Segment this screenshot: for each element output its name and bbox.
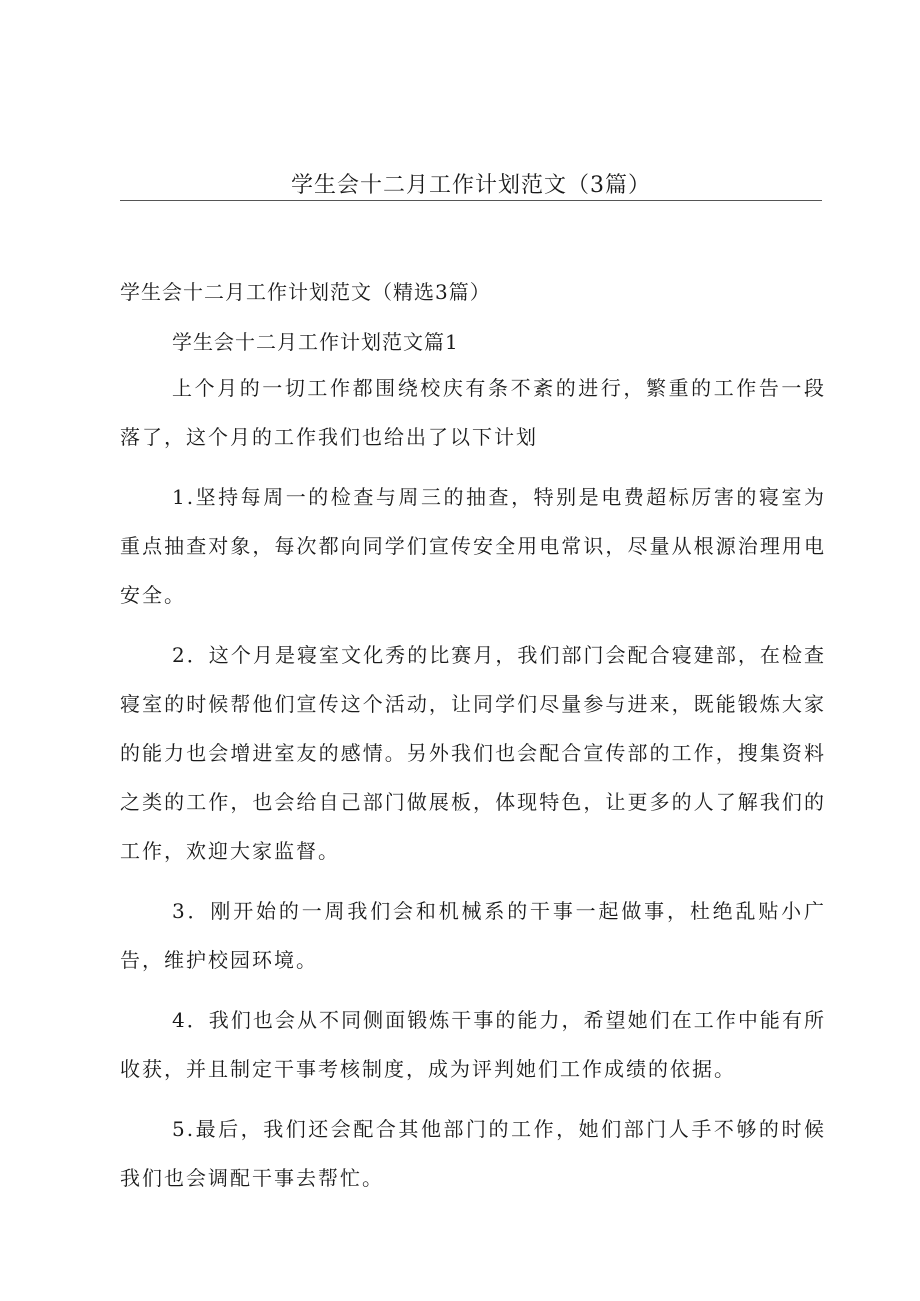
paragraph-item-2: 2．这个月是寝室文化秀的比赛月，我们部门会配合寝建部，在检查寝室的时候帮他们宣传这个活动，让同学们尽量参与进来，既能锻炼大家的能力也会增进室友的感情。另外我们也会配合宣传部的工作，搜集资料之类的工作，也会给自己部门做展板，体现特色，让更多的人了解我们的工作，欢迎大家监督。 bbox=[120, 643, 826, 863]
title-underline bbox=[120, 200, 822, 201]
section-heading: 学生会十二月工作计划范文篇1 bbox=[172, 330, 459, 354]
document-title: 学生会十二月工作计划范文（3篇） bbox=[291, 173, 651, 198]
paragraph-item-3: 3．刚开始的一周我们会和机械系的干事一起做事，杜绝乱贴小广告，维护校园环境。 bbox=[120, 899, 826, 972]
document-subtitle: 学生会十二月工作计划范文（精选3篇） bbox=[120, 280, 491, 304]
paragraph-intro: 上个月的一切工作都围绕校庆有条不紊的进行，繁重的工作告一段落了，这个月的工作我们也给出了以下计划 bbox=[120, 376, 826, 449]
document-body bbox=[120, 364, 826, 1214]
paragraph-item-5: 5.最后，我们还会配合其他部门的工作，她们部门人手不够的时候我们也会调配干事去帮忙。 bbox=[120, 1117, 826, 1190]
paragraph-item-1: 1.坚持每周一的检查与周三的抽查，特别是电费超标厉害的寝室为重点抽查对象，每次都向同学们宣传安全用电常识，尽量从根源治理用电安全。 bbox=[120, 485, 826, 607]
paragraph-item-4: 4．我们也会从不同侧面锻炼干事的能力，希望她们在工作中能有所收获，并且制定干事考核制度，成为评判她们工作成绩的依据。 bbox=[120, 1008, 826, 1081]
